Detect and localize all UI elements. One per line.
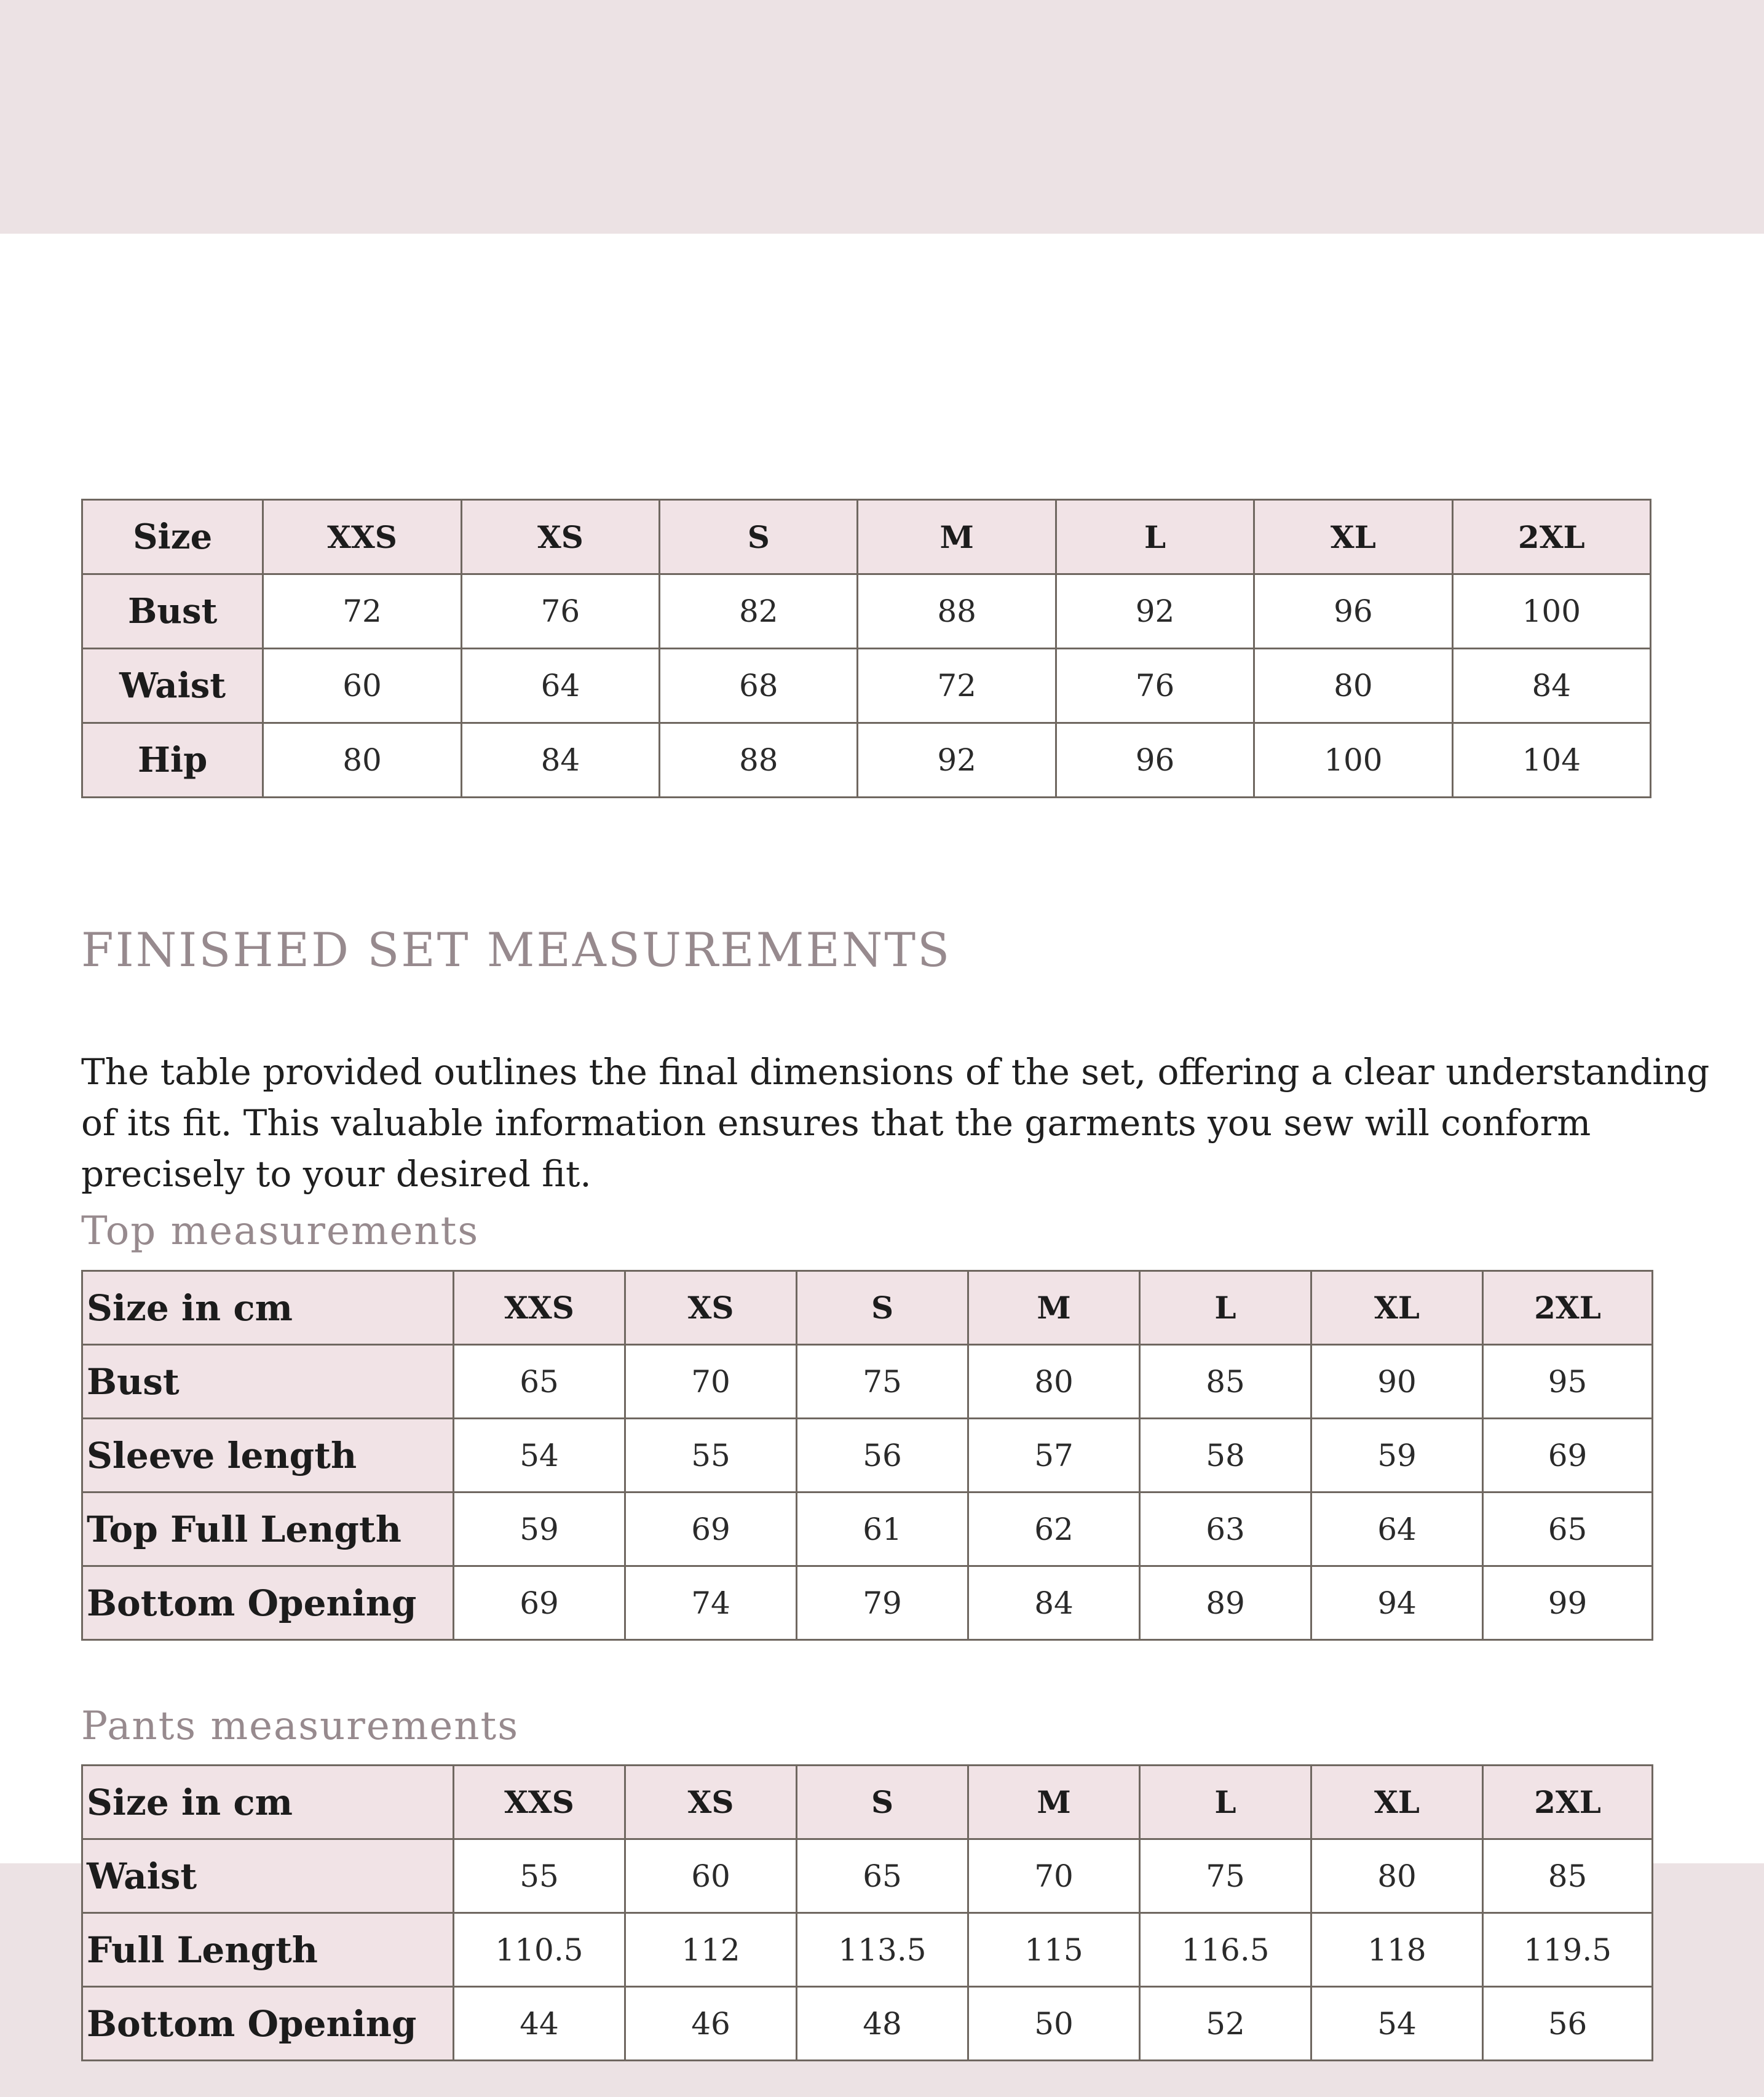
table-cell: 68: [660, 649, 858, 723]
table-cell: 54: [454, 1419, 625, 1492]
table-cell: 84: [968, 1566, 1140, 1640]
pants-measurements-table: [81, 1764, 1653, 2061]
table-cell: 69: [1483, 1419, 1653, 1492]
table-cell: 63: [1140, 1492, 1311, 1566]
table-cell: 69: [454, 1566, 625, 1640]
intro-paragraph: The table provided outlines the final dimensions of the set, offering a clear understanding of its fit. This valuable information ensures that the garments you sew will conform precisely to your desired fit.: [81, 1051, 1710, 1195]
row-label: Sleeve length: [82, 1419, 454, 1492]
table-cell: 89: [1140, 1566, 1311, 1640]
header-cell: XL: [1311, 1271, 1483, 1345]
body-size-table: [81, 499, 1651, 798]
row-label: Bust: [82, 1345, 454, 1419]
table-cell: 95: [1483, 1345, 1653, 1419]
header-cell: XL: [1311, 1766, 1483, 1839]
pants-measurements-title: Pants measurements: [81, 1703, 520, 1749]
table-cell: 56: [797, 1419, 968, 1492]
row-label: Top Full Length: [82, 1492, 454, 1566]
table-cell: 94: [1311, 1566, 1483, 1640]
table-cell: 100: [1452, 574, 1650, 649]
header-cell: S: [797, 1766, 968, 1839]
table-cell: 58: [1140, 1419, 1311, 1492]
table-cell: 59: [1311, 1419, 1483, 1492]
table-row: [82, 1419, 1653, 1492]
table-cell: 82: [660, 574, 858, 649]
table-cell: 76: [1056, 649, 1254, 723]
table-row: [82, 649, 1651, 723]
table-cell: 112: [625, 1913, 797, 1987]
table-cell: 85: [1483, 1839, 1653, 1913]
table-cell: 104: [1452, 723, 1650, 798]
row-label: Bottom Opening: [82, 1987, 454, 2061]
top-measurements-table: [81, 1270, 1653, 1641]
header-cell: Size: [82, 500, 263, 574]
table-row: [82, 1566, 1653, 1640]
header-cell: L: [1056, 500, 1254, 574]
table-cell: 113.5: [797, 1913, 968, 1987]
table-header-row: [82, 1271, 1653, 1345]
row-label: Full Length: [82, 1913, 454, 1987]
table-row: [82, 1345, 1653, 1419]
row-label: Hip: [82, 723, 263, 798]
table-cell: 65: [454, 1345, 625, 1419]
table-row: [82, 574, 1651, 649]
document-page: [0, 234, 1764, 2045]
table-header-row: [82, 1766, 1653, 1839]
table-cell: 59: [454, 1492, 625, 1566]
row-label: Bottom Opening: [82, 1566, 454, 1640]
table-cell: 60: [263, 649, 461, 723]
table-cell: 119.5: [1483, 1913, 1653, 1987]
table-cell: 54: [1311, 1987, 1483, 2061]
table-cell: 74: [625, 1566, 797, 1640]
table-cell: 88: [660, 723, 858, 798]
table-cell: 64: [1311, 1492, 1483, 1566]
header-cell: XXS: [454, 1271, 625, 1345]
table-row: [82, 1839, 1653, 1913]
table-cell: 75: [797, 1345, 968, 1419]
table-cell: 69: [625, 1492, 797, 1566]
table-row: [82, 1492, 1653, 1566]
top-measurements-title: Top measurements: [81, 1208, 480, 1254]
header-cell: L: [1140, 1271, 1311, 1345]
table-cell: 80: [968, 1345, 1140, 1419]
table-cell: 80: [263, 723, 461, 798]
header-cell: S: [797, 1271, 968, 1345]
table-cell: 70: [968, 1839, 1140, 1913]
header-cell: 2XL: [1452, 500, 1650, 574]
table-cell: 84: [461, 723, 659, 798]
header-cell: XS: [625, 1766, 797, 1839]
table-cell: 88: [858, 574, 1056, 649]
table-cell: 62: [968, 1492, 1140, 1566]
table-cell: 57: [968, 1419, 1140, 1492]
table-cell: 60: [625, 1839, 797, 1913]
header-cell: M: [858, 500, 1056, 574]
table-cell: 96: [1056, 723, 1254, 798]
table-cell: 48: [797, 1987, 968, 2061]
header-cell: XS: [461, 500, 659, 574]
table-row: [82, 723, 1651, 798]
table-cell: 85: [1140, 1345, 1311, 1419]
table-cell: 100: [1254, 723, 1452, 798]
table-cell: 55: [454, 1839, 625, 1913]
header-cell: 2XL: [1483, 1271, 1653, 1345]
table-cell: 56: [1483, 1987, 1653, 2061]
table-cell: 92: [1056, 574, 1254, 649]
table-cell: 61: [797, 1492, 968, 1566]
table-cell: 80: [1254, 649, 1452, 723]
table-cell: 99: [1483, 1566, 1653, 1640]
header-cell: Size in cm: [82, 1766, 454, 1839]
table-cell: 55: [625, 1419, 797, 1492]
header-cell: Size in cm: [82, 1271, 454, 1345]
table-cell: 65: [1483, 1492, 1653, 1566]
table-row: [82, 1987, 1653, 2061]
table-cell: 115: [968, 1913, 1140, 1987]
table-cell: 72: [263, 574, 461, 649]
table-cell: 118: [1311, 1913, 1483, 1987]
table-cell: 80: [1311, 1839, 1483, 1913]
table-cell: 96: [1254, 574, 1452, 649]
table-cell: 52: [1140, 1987, 1311, 2061]
table-cell: 90: [1311, 1345, 1483, 1419]
section-title: FINISHED SET MEASUREMENTS: [81, 922, 952, 977]
table-cell: 64: [461, 649, 659, 723]
table-cell: 50: [968, 1987, 1140, 2061]
table-cell: 46: [625, 1987, 797, 2061]
header-cell: XL: [1254, 500, 1452, 574]
table-cell: 116.5: [1140, 1913, 1311, 1987]
header-cell: XXS: [454, 1766, 625, 1839]
table-cell: 44: [454, 1987, 625, 2061]
table-header-row: [82, 500, 1651, 574]
table-cell: 65: [797, 1839, 968, 1913]
header-cell: M: [968, 1766, 1140, 1839]
row-label: Bust: [82, 574, 263, 649]
table-cell: 76: [461, 574, 659, 649]
header-cell: L: [1140, 1766, 1311, 1839]
table-cell: 79: [797, 1566, 968, 1640]
header-cell: XXS: [263, 500, 461, 574]
header-cell: S: [660, 500, 858, 574]
table-cell: 84: [1452, 649, 1650, 723]
table-cell: 110.5: [454, 1913, 625, 1987]
header-cell: XS: [625, 1271, 797, 1345]
table-cell: 92: [858, 723, 1056, 798]
table-row: [82, 1913, 1653, 1987]
table-cell: 70: [625, 1345, 797, 1419]
header-cell: M: [968, 1271, 1140, 1345]
row-label: Waist: [82, 649, 263, 723]
header-cell: 2XL: [1483, 1766, 1653, 1839]
table-cell: 72: [858, 649, 1056, 723]
row-label: Waist: [82, 1839, 454, 1913]
table-cell: 75: [1140, 1839, 1311, 1913]
